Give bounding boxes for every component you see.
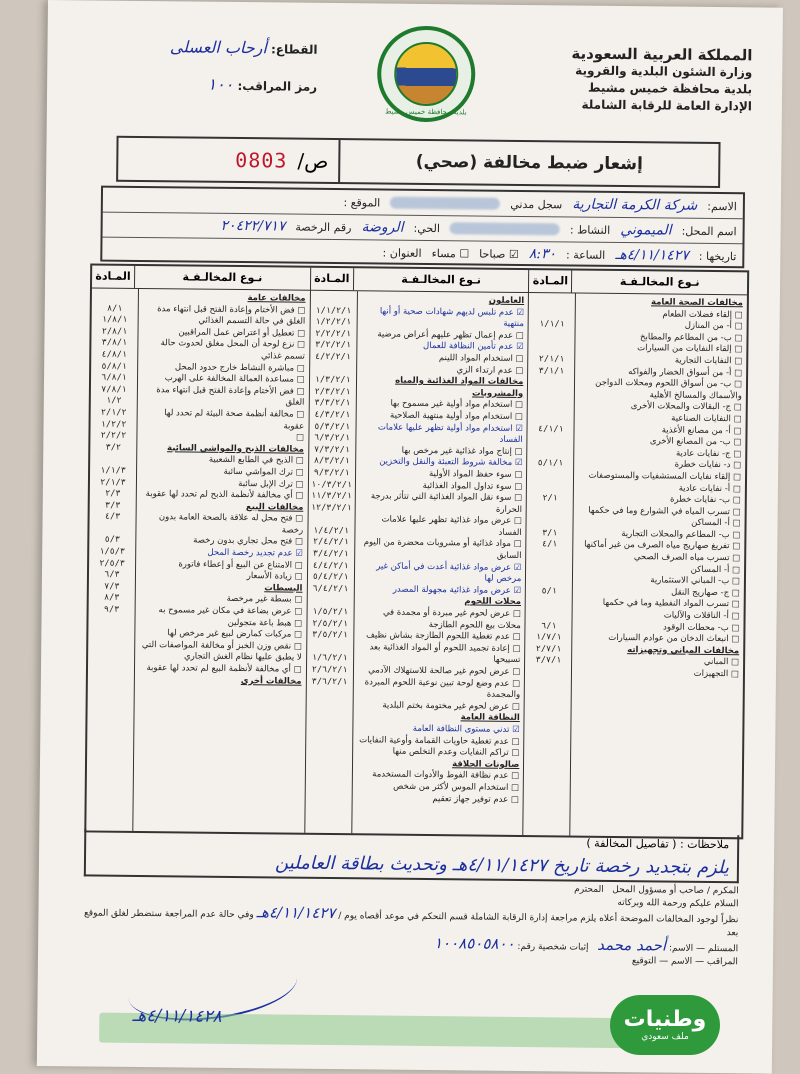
owner-label: المكرم / bbox=[706, 885, 739, 897]
form-number bbox=[118, 138, 338, 182]
violation-article-number: ٦/٣ bbox=[104, 569, 120, 581]
violation-item[interactable]: □ bbox=[296, 432, 305, 443]
column-1-type-header: نـوع المخالـفـة bbox=[619, 275, 700, 289]
violation-item[interactable]: □ أ- نفايات عادية bbox=[678, 483, 741, 494]
violation-article-number: ١/١/٣ bbox=[100, 465, 126, 476]
sector-label: القطاع: bbox=[270, 42, 318, 57]
owner-value: صاحب أو مسؤول المحل bbox=[612, 884, 705, 896]
violation-item[interactable]: □ إعادة تجميد اللحوم أو المواد الغذائية بعد تسييحها bbox=[369, 642, 521, 666]
violation-item[interactable]: □ ب- المباني الاستثمارية bbox=[650, 575, 741, 587]
sector-block bbox=[117, 29, 318, 105]
violation-item[interactable]: □ سوء تداول المواد الغذائية bbox=[422, 480, 523, 492]
violation-item[interactable]: □ زيادة الأسعار bbox=[246, 571, 303, 582]
violation-article-number: ٢/٢/٢/١ bbox=[315, 328, 352, 339]
column-2-type-header: نـوع المخالـفـة bbox=[401, 272, 482, 287]
violation-article-number bbox=[528, 597, 570, 609]
violation-article-number: ٦/٣/٢/١ bbox=[314, 432, 351, 444]
violation-article-number: ٢/١/٢ bbox=[100, 407, 127, 418]
violation-item[interactable]: □ إلقاء النفايات من السيارات bbox=[637, 343, 743, 355]
violation-article-number: ٢/٤/٢/١ bbox=[313, 537, 349, 548]
violation-article-number: ١/٤/٢/١ bbox=[313, 525, 350, 537]
violation-article-number: ١/٢/٢/١ bbox=[315, 317, 352, 328]
recipient-name-value: أحمد محمد bbox=[597, 935, 667, 955]
district-value: الروضة bbox=[361, 219, 404, 236]
violation-item[interactable]: □ تسرب مياه الصرف الصحي bbox=[633, 552, 741, 564]
violation-article-number: ١/٢/٢ bbox=[100, 419, 127, 430]
violation-item[interactable]: □ تراكم النفايات وعدم التخلص منها bbox=[392, 746, 520, 759]
violation-item[interactable]: □ استخدام مواد أولية منتهية الصلاحية bbox=[390, 410, 524, 422]
violation-item[interactable]: ☑ عدم تلبس لديهم شهادات صحية أو أنها منتهية bbox=[379, 306, 525, 330]
violation-item[interactable]: □ ب- من المطاعم والمطابخ bbox=[639, 331, 743, 344]
violation-item[interactable]: □ النفايات الصناعية bbox=[671, 413, 742, 425]
violation-article-number bbox=[309, 642, 351, 654]
violation-article-number: ٤/٨/١ bbox=[101, 349, 128, 360]
violation-item[interactable]: □ عرض بضاعة في مكان غير مسموح به bbox=[158, 605, 303, 617]
violation-item[interactable]: □ إلقاء فضلات الطعام bbox=[662, 309, 743, 320]
violation-item[interactable]: □ إلقاء نفايات المستشفيات والمستوصفات bbox=[588, 470, 742, 483]
column-2-items bbox=[352, 291, 528, 835]
violation-article-number: ١/٣/٢/١ bbox=[314, 374, 351, 386]
violation-article-number: ٤/١ bbox=[541, 539, 558, 550]
violation-item[interactable]: □ أ- من أسواق الخضار والفواكه bbox=[628, 366, 743, 378]
violation-item[interactable]: □ فض الأختام وإعادة الفتح قبل انتهاء مدة الغلق bbox=[156, 384, 305, 409]
violation-article-number: ٧/٨/١ bbox=[101, 384, 127, 395]
violation-section-heading: العاملون bbox=[488, 295, 525, 307]
logo-brand: وطنيات bbox=[623, 1007, 707, 1032]
recipient-label: المستلم bbox=[707, 943, 739, 955]
license-label: رقم الرخصة bbox=[295, 220, 352, 234]
violation-section-heading: مخالفات عامة bbox=[247, 293, 306, 304]
violation-article-number: ٢/٦/٢/١ bbox=[311, 664, 348, 676]
violation-article-number: ٣/٣ bbox=[104, 500, 121, 511]
violation-section-heading: مخالفات البيع bbox=[245, 501, 304, 513]
violation-item[interactable]: □ فتح محل تجاري بدون رخصة bbox=[193, 536, 304, 548]
violation-article-number bbox=[92, 454, 134, 466]
violation-item[interactable]: □ سوء حفظ المواد الأولية bbox=[428, 468, 523, 480]
violation-item[interactable]: □ بسطة غير مرخصة bbox=[226, 594, 303, 606]
violation-article-number bbox=[530, 435, 572, 447]
violation-article-number: ٤/١/١ bbox=[538, 423, 564, 434]
violation-article-number: ٣/٧/١ bbox=[535, 655, 562, 666]
violation-article-number: ٢/٢/٢ bbox=[100, 430, 127, 441]
violation-article-number: ٢/١/٣ bbox=[100, 477, 126, 488]
license-value: ٢٠٤٢٢/٧١٧ bbox=[220, 217, 286, 235]
violation-item[interactable]: □ عدم وضع لوحة تبين نوعية اللحوم المبردة والمجمدة bbox=[364, 676, 521, 701]
violation-article-number bbox=[529, 470, 571, 482]
form-title: إشعار ضبط مخالفة (صحي) bbox=[338, 140, 718, 186]
form-number-label: ص/ bbox=[297, 148, 329, 173]
violation-item[interactable]: □ أ- من المنازل bbox=[684, 320, 743, 332]
violation-article-number: ٣/٥/٢/١ bbox=[312, 630, 348, 641]
violation-article-number bbox=[528, 574, 570, 586]
seal-emblem-icon bbox=[394, 42, 459, 107]
name-value: شركة الكرمة التجارية bbox=[572, 196, 698, 214]
violation-item[interactable]: □ عدم نظافة الفوط والأدوات المستخدمة bbox=[372, 769, 520, 782]
violation-article-number: ١/١/١ bbox=[539, 319, 565, 330]
violation-item[interactable]: □ نقص وزن الخبز أو مخالفة المواصفات التي لا يطبق عليها نظام الغش التجاري bbox=[141, 639, 302, 664]
violation-article-number bbox=[91, 523, 133, 535]
violation-item[interactable]: □ هبط باعة متجولين bbox=[227, 617, 303, 629]
violation-item[interactable]: □ فتح محل له علاقة بالصحة العامة بدون رخصة bbox=[158, 512, 304, 536]
violation-item[interactable]: □ تعطيل أو اعتراض عمل المراقبين bbox=[178, 327, 306, 339]
org-line-municipality: بلدية محافظة خميس مشيط bbox=[588, 80, 753, 97]
violation-item[interactable]: ☑ تدني مستوى النظافة العامة bbox=[412, 723, 520, 735]
violation-article-number bbox=[94, 291, 136, 303]
violation-form-paper bbox=[37, 0, 783, 1074]
violation-article-number: ٣/١ bbox=[542, 528, 558, 539]
violation-item[interactable]: □ عرض لحوم غير مبردة أو مجمدة في محلات بيع اللحوم الطازجة bbox=[382, 607, 521, 631]
am-label: صباحا bbox=[479, 247, 506, 261]
footer-warning: وفي حالة عدم المراجعة ستضطر لغلق الموقع بعد bbox=[83, 908, 739, 939]
sector-value: أرحاب العسلى bbox=[169, 37, 267, 58]
violation-section-heading: مخالفات المواد الغذائية والمياه والمشروبات bbox=[395, 375, 524, 399]
violation-item[interactable]: □ ب- محطات الوقود bbox=[663, 622, 740, 633]
violation-article-number: ٧/٣/٢/١ bbox=[313, 444, 350, 455]
violation-article-number: ٣/٤/٢/١ bbox=[312, 548, 349, 560]
violation-article-number bbox=[528, 551, 570, 563]
violation-article-number: ١/٥/٢/١ bbox=[312, 606, 349, 618]
violation-article-number bbox=[310, 514, 352, 526]
violation-item[interactable]: □ ج- نفايات عادية bbox=[675, 448, 742, 460]
column-1-articles bbox=[524, 293, 577, 835]
hour-value: ٨:٣٠ bbox=[528, 246, 557, 263]
violation-item[interactable]: □ أ- المساكن bbox=[690, 564, 741, 575]
violation-article-number: ٣/٨/١ bbox=[101, 337, 128, 349]
column-3-articles bbox=[86, 288, 139, 830]
watanyat-logo bbox=[610, 995, 720, 1055]
violation-item[interactable]: □ أي مخالفة لأنظمة الذبح لم تحدد لها عقوبة bbox=[145, 489, 304, 501]
violations-table bbox=[84, 263, 749, 839]
violation-item[interactable]: □ فض الأختام وإعادة الفتح قبل انتهاء مدة الغلق في حالة التسمم الغذائي bbox=[157, 303, 306, 327]
violation-section-heading: مخالفات المباني وتجهيزاته bbox=[627, 644, 740, 657]
violation-article-number bbox=[529, 482, 571, 494]
violation-item[interactable]: □ ب- من المصانع الأخرى bbox=[649, 436, 742, 448]
address-label: العنوان : bbox=[382, 246, 422, 260]
violation-item[interactable]: □ استخدام الموس لأكثر من شخص bbox=[393, 781, 520, 793]
recipient-name-label: الاسم bbox=[671, 943, 694, 954]
id-value: ١٠٠٨٥٠٥٨٠٠ bbox=[433, 934, 515, 953]
violation-item[interactable]: □ عدم توفير جهاز تعقيم bbox=[432, 793, 520, 805]
violation-article-number: ٥/٣ bbox=[104, 535, 121, 546]
column-2-article-header: المـادة bbox=[311, 268, 354, 290]
violation-article-number bbox=[530, 412, 572, 424]
violation-article-number: ٢/١ bbox=[542, 493, 558, 504]
site-label: الموقع : bbox=[343, 195, 381, 209]
violation-article-number: ٤/٢/٢/١ bbox=[314, 351, 351, 363]
violation-article-number: ٩/٣/٢/١ bbox=[313, 467, 350, 479]
violation-article-number bbox=[312, 363, 354, 375]
org-header bbox=[502, 45, 753, 116]
violation-article-number: ٢/٧/١ bbox=[535, 643, 562, 655]
column-1-article-header: المـادة bbox=[529, 270, 572, 292]
violation-item[interactable]: □ عرض مواد غذائية تظهر عليها علامات الفساد bbox=[381, 514, 522, 538]
violation-item[interactable]: □ عدم إعمال تظهر عليهم أعراض مرضية bbox=[377, 329, 524, 341]
violation-item[interactable]: □ استخدام مواد أولية غير مسموح بها bbox=[390, 398, 524, 411]
violation-article-number: ٨/٣ bbox=[103, 593, 120, 604]
violation-section-heading: النظافة العامة bbox=[460, 712, 520, 724]
violation-article-number: ٣/١/١ bbox=[538, 365, 565, 376]
notes-box bbox=[84, 828, 739, 883]
violation-item[interactable]: □ الامتناع عن البيع أو إعطاء فاتورة bbox=[178, 559, 303, 571]
violation-article-number: ٥/١ bbox=[541, 586, 557, 597]
violation-item[interactable]: □ أي مخالفة لأنظمة البيع لم تحدد لها عقوبة bbox=[146, 663, 302, 675]
violation-item[interactable]: □ ب- المطاعم والمحلات التجارية bbox=[621, 528, 741, 541]
violation-item[interactable]: □ مباشرة النشاط خارج حدود المحل bbox=[174, 361, 305, 374]
violation-item[interactable]: □ تسرب المواد النفطية وما في حكمها bbox=[602, 598, 740, 610]
violation-section-heading: محلات اللحوم bbox=[464, 596, 522, 608]
violation-article-number bbox=[530, 400, 572, 412]
violation-item[interactable]: □ استخدام المواد اللينم bbox=[438, 353, 524, 364]
id-label: إثبات شخصية رقم bbox=[520, 942, 589, 953]
inspector-code-label: رمز المراقب: bbox=[237, 78, 318, 94]
violation-section-heading: مخالفات أخرى bbox=[240, 675, 302, 687]
violation-article-number: ٨/١ bbox=[107, 303, 123, 314]
violation-item[interactable]: □ المباني bbox=[703, 657, 740, 668]
violation-article-number: ١١/٣/٢/١ bbox=[310, 490, 352, 502]
violation-item[interactable]: ☑ عدم تأمين النظافة للعمال bbox=[423, 341, 524, 353]
violations-column-1 bbox=[523, 270, 748, 837]
violation-article-number bbox=[309, 595, 351, 607]
violation-item[interactable]: □ ب- نفايات خطرة bbox=[669, 494, 741, 506]
inspector-code-value: ١٠٠ bbox=[207, 74, 234, 94]
org-line-country: المملكة العربية السعودية bbox=[571, 44, 753, 65]
violation-article-number: ٣/٢ bbox=[105, 442, 122, 453]
violation-article-number: ١/٥/٣ bbox=[99, 546, 126, 557]
violation-item[interactable]: □ مواد غذائية أو مشروبات محضرة من اليوم السابق bbox=[363, 537, 522, 562]
violation-item[interactable]: □ ب- من أسواق اللحوم ومحلات الدواجن والأسماك والمسالخ الأهلية bbox=[595, 377, 743, 402]
violation-article-number: ٥/٤/٢/١ bbox=[312, 572, 349, 583]
violation-article-number: ٩/٣ bbox=[103, 604, 120, 615]
respect-label: المحترم bbox=[574, 884, 604, 895]
violation-item[interactable]: □ ترك الإبل سائبة bbox=[238, 478, 304, 490]
violation-item[interactable]: □ انبعاث الدخان من عوادم السيارات bbox=[608, 633, 740, 645]
hour-label: الساعة : bbox=[565, 247, 606, 262]
org-line-ministry: وزارة الشئون البلدية والقروية bbox=[575, 63, 753, 80]
violation-article-number: ٢/٥/٢/١ bbox=[312, 618, 349, 629]
violation-item[interactable]: □ نزع لوحة أن المحل مغلق لحدوث حالة تسمم غذائي bbox=[160, 338, 306, 362]
inspector-name-label: الاسم bbox=[670, 956, 693, 967]
violation-section-heading: مخالفات الذبح والمواشي السائبة bbox=[167, 442, 305, 455]
signed-date: ٤/١١/١٤٢٨هـ bbox=[132, 1005, 222, 1027]
form-number-value: 0803 bbox=[235, 147, 288, 173]
violation-section-heading: البسطات bbox=[264, 583, 303, 594]
redacted-field bbox=[390, 197, 500, 210]
name-label: الاسم: bbox=[707, 199, 737, 213]
pm-label: مساء bbox=[431, 246, 456, 260]
pm-checkbox[interactable]: ☐ مساء bbox=[431, 246, 470, 260]
violation-article-number: ٨/٣/٢/١ bbox=[313, 456, 350, 467]
violation-item[interactable]: □ عدم ارتداء الزي bbox=[456, 364, 524, 376]
violation-article-number: ٢/٨/١ bbox=[101, 326, 128, 337]
notes-handwritten: يلزم بتجديد رخصة تاريخ ٤/١١/١٤٢٧هـ وتحديث بطاقة العاملين bbox=[274, 852, 730, 879]
footer-body: نظراً لوجود المخالفات الموضحة أعلاه يلزم مراجعة إدارة الرقابة الشاملة قسم التحكم في موعد أقصاه يوم / bbox=[338, 911, 739, 926]
violation-item[interactable]: □ مركبات كمارض لبيع غير مرخص لها bbox=[167, 628, 303, 640]
violation-article-number: ٤/٤/٢/١ bbox=[312, 560, 349, 571]
violation-article-number: ٧/٣ bbox=[104, 581, 120, 592]
violation-item[interactable]: □ الذبح في الطابع الشعبية bbox=[208, 455, 304, 467]
violation-article-number bbox=[530, 447, 572, 459]
district-label: الحي: bbox=[413, 221, 441, 235]
notes-label: ملاحظات : ( تفاصيل المخالفة ) bbox=[586, 836, 730, 852]
violation-article-number: ٢/٣/٢/١ bbox=[314, 386, 351, 397]
violation-article-number bbox=[531, 342, 573, 354]
violation-article-number: ٢/٣ bbox=[105, 488, 121, 499]
violation-item[interactable]: □ ج- صهاريج النقل bbox=[671, 587, 740, 599]
violation-article-number: ٦/١ bbox=[541, 620, 557, 631]
violation-item[interactable]: □ التجهيزات bbox=[693, 668, 740, 680]
shop-name-value: الميموني bbox=[620, 222, 672, 239]
civil-record-label: سجل مدني bbox=[510, 197, 563, 211]
violation-item[interactable]: □ أ- من مصانع الأغذية bbox=[661, 424, 742, 436]
date-label: تاريخها : bbox=[698, 249, 737, 263]
logo-sub: ملف سعودي bbox=[641, 1032, 689, 1042]
municipality-seal-logo bbox=[377, 25, 476, 122]
footer-block: المكرم / صاحب أو مسؤول المحل المحترم السلام عليكم ورحمة الله وبركاته نظراً لوجود المخالفات الموضحة أعلاه يلزم مراجعة إدارة الرقابة الشاملة قسم التحكم في موعد أقصاه يوم / ٤/١١/١٤٢٧هـ وفي حالة عدم المراجعة ستضطر لغلق الموقع بعد المستلم — الاسم: أحمد محمد إثبات شخصية رقم: ١٠٠٨٥٠٥٨٠٠ المراقب — الاسم — التوقيع bbox=[83, 884, 739, 968]
violation-article-number: ١/٢ bbox=[106, 395, 122, 407]
violation-article-number: ٥/١/١ bbox=[537, 458, 564, 469]
violation-item[interactable]: □ سوء نقل المواد الغذائية التي تتأثر بدرجة الحرارة bbox=[370, 491, 523, 515]
violation-article-number bbox=[528, 609, 570, 621]
violation-article-number: ٤/٣ bbox=[104, 511, 121, 523]
seal-text: بلدية محافظة خميس مشيط bbox=[384, 107, 467, 117]
violation-article-number: ٣/٦/٢/١ bbox=[311, 676, 348, 687]
violation-item[interactable]: □ ج- البقالات والمحلات الأخرى bbox=[630, 401, 742, 413]
violation-article-number bbox=[312, 294, 354, 306]
violation-item[interactable]: ☑ عرض مواد غذائية مجهولة المصدر bbox=[392, 584, 522, 596]
violation-article-number: ٣/٢/٢/١ bbox=[315, 340, 352, 351]
violations-column-3 bbox=[86, 265, 310, 832]
violation-item[interactable]: ☑ عدم تجديد رخصة المحل bbox=[207, 547, 303, 559]
violation-article-number bbox=[530, 389, 572, 401]
violation-item[interactable]: □ عرض لحوم غير مختومة بختم البلدية bbox=[382, 700, 521, 712]
violation-item[interactable]: □ تسرب المياه في الشوارع وما في حكمها bbox=[588, 505, 741, 517]
violation-article-number bbox=[530, 377, 572, 389]
violation-item[interactable]: □ ترك المواشي سائبة bbox=[223, 466, 304, 478]
shop-name-label: اسم المحل: bbox=[681, 224, 737, 238]
violation-article-number: ٦/٤/٢/١ bbox=[312, 583, 349, 595]
violation-item[interactable]: ☑ استخدام مواد أولية تظهر عليها علامات الفساد bbox=[377, 422, 523, 446]
violation-article-number: ٦/٨/١ bbox=[101, 372, 127, 384]
column-2-articles bbox=[305, 291, 358, 833]
violation-article-number: ١/١/٢/١ bbox=[315, 305, 352, 316]
violation-article-number bbox=[528, 563, 570, 575]
violation-item[interactable]: □ مساعدة العمالة المخالفة على الهرب bbox=[164, 373, 305, 385]
violation-article-number bbox=[531, 308, 573, 320]
violation-section-heading: صالونات الحلاقة bbox=[452, 759, 520, 770]
violations-column-2 bbox=[304, 268, 529, 835]
sign-label: التوقيع bbox=[631, 956, 657, 967]
violation-item[interactable]: □ عدم تغطية اللحوم الطازجة بشاش نظيف bbox=[366, 630, 521, 643]
column-3-type-header: نـوع المخالـفـة bbox=[182, 270, 263, 285]
violation-article-number: ١/٨/١ bbox=[101, 314, 128, 326]
column-3-items bbox=[133, 289, 309, 833]
violation-article-number: ١/٧/١ bbox=[535, 632, 562, 643]
violation-article-number: ٤/٣/٢/١ bbox=[314, 409, 351, 421]
violation-item[interactable]: □ النفايات التجارية bbox=[674, 355, 743, 367]
violation-item[interactable]: □ أ- المساكن bbox=[691, 518, 741, 529]
activity-label: النشاط : bbox=[569, 222, 611, 237]
inspector-label: المراقب bbox=[706, 956, 739, 968]
violation-article-number bbox=[531, 296, 573, 308]
violation-item[interactable]: □ تفريغ صهاريج مياه الصرف من غير أماكنها bbox=[584, 540, 741, 552]
violation-item[interactable]: □ د- نفايات خطرة bbox=[674, 459, 742, 471]
column-3-article-header: المـادة bbox=[92, 265, 135, 287]
violation-item[interactable]: ☑ عرض مواد غذائية أعدت في أماكن غير مرخص لها bbox=[376, 561, 522, 585]
violation-item[interactable]: □ مخالفة أنظمة صحة البيئة لم تحدد لها عقوبة bbox=[164, 408, 305, 432]
violation-article-number: ٢/٥/٣ bbox=[99, 558, 125, 569]
violation-item[interactable]: □ أ- الناقلات والآليات bbox=[663, 610, 740, 622]
establishment-info bbox=[100, 186, 745, 269]
footer-body-date: ٤/١١/١٤٢٧هـ bbox=[256, 903, 336, 923]
org-line-department: الإدارة العامة للرقابة الشاملة bbox=[581, 97, 752, 114]
violation-article-number bbox=[531, 331, 573, 343]
violation-item[interactable]: □ عدم تغطية حاويات القمامة وأوعية النفايات bbox=[359, 734, 520, 747]
form-title-box bbox=[116, 136, 720, 188]
violation-article-number: ٢/١/١ bbox=[538, 354, 565, 365]
violation-article-number: ١٢/٣/٢/١ bbox=[310, 502, 352, 513]
violation-article-number: ١/٦/٢/١ bbox=[311, 653, 348, 664]
date-value: ٤/١١/١٤٢٧هـ bbox=[615, 246, 689, 264]
violation-section-heading: مخالفات الصحة العامة bbox=[650, 297, 743, 309]
violation-article-number: ١٠/٣/٢/١ bbox=[311, 479, 353, 490]
violation-article-number bbox=[529, 505, 571, 517]
violation-article-number: ٣/٣/٢/١ bbox=[314, 398, 351, 409]
violation-item[interactable]: □ عرض لحوم غير صالحة للاستهلاك الآدمي bbox=[368, 665, 521, 677]
column-1-items bbox=[571, 294, 747, 838]
redacted-field bbox=[450, 222, 560, 235]
violation-article-number: ٥/٨/١ bbox=[101, 361, 128, 372]
am-checkbox[interactable]: ☑ صباحا bbox=[479, 247, 519, 261]
violation-article-number: ٥/٣/٢/١ bbox=[314, 421, 351, 432]
violation-item[interactable]: □ إنتاج مواد غذائية غير مرخص بها bbox=[401, 445, 523, 457]
violation-article-number bbox=[529, 516, 571, 528]
greeting: السلام عليكم ورحمة الله وبركاته bbox=[617, 898, 739, 910]
violation-item[interactable]: ☑ مخالفة شروط التعبئة والنقل والتخزين bbox=[379, 456, 523, 469]
